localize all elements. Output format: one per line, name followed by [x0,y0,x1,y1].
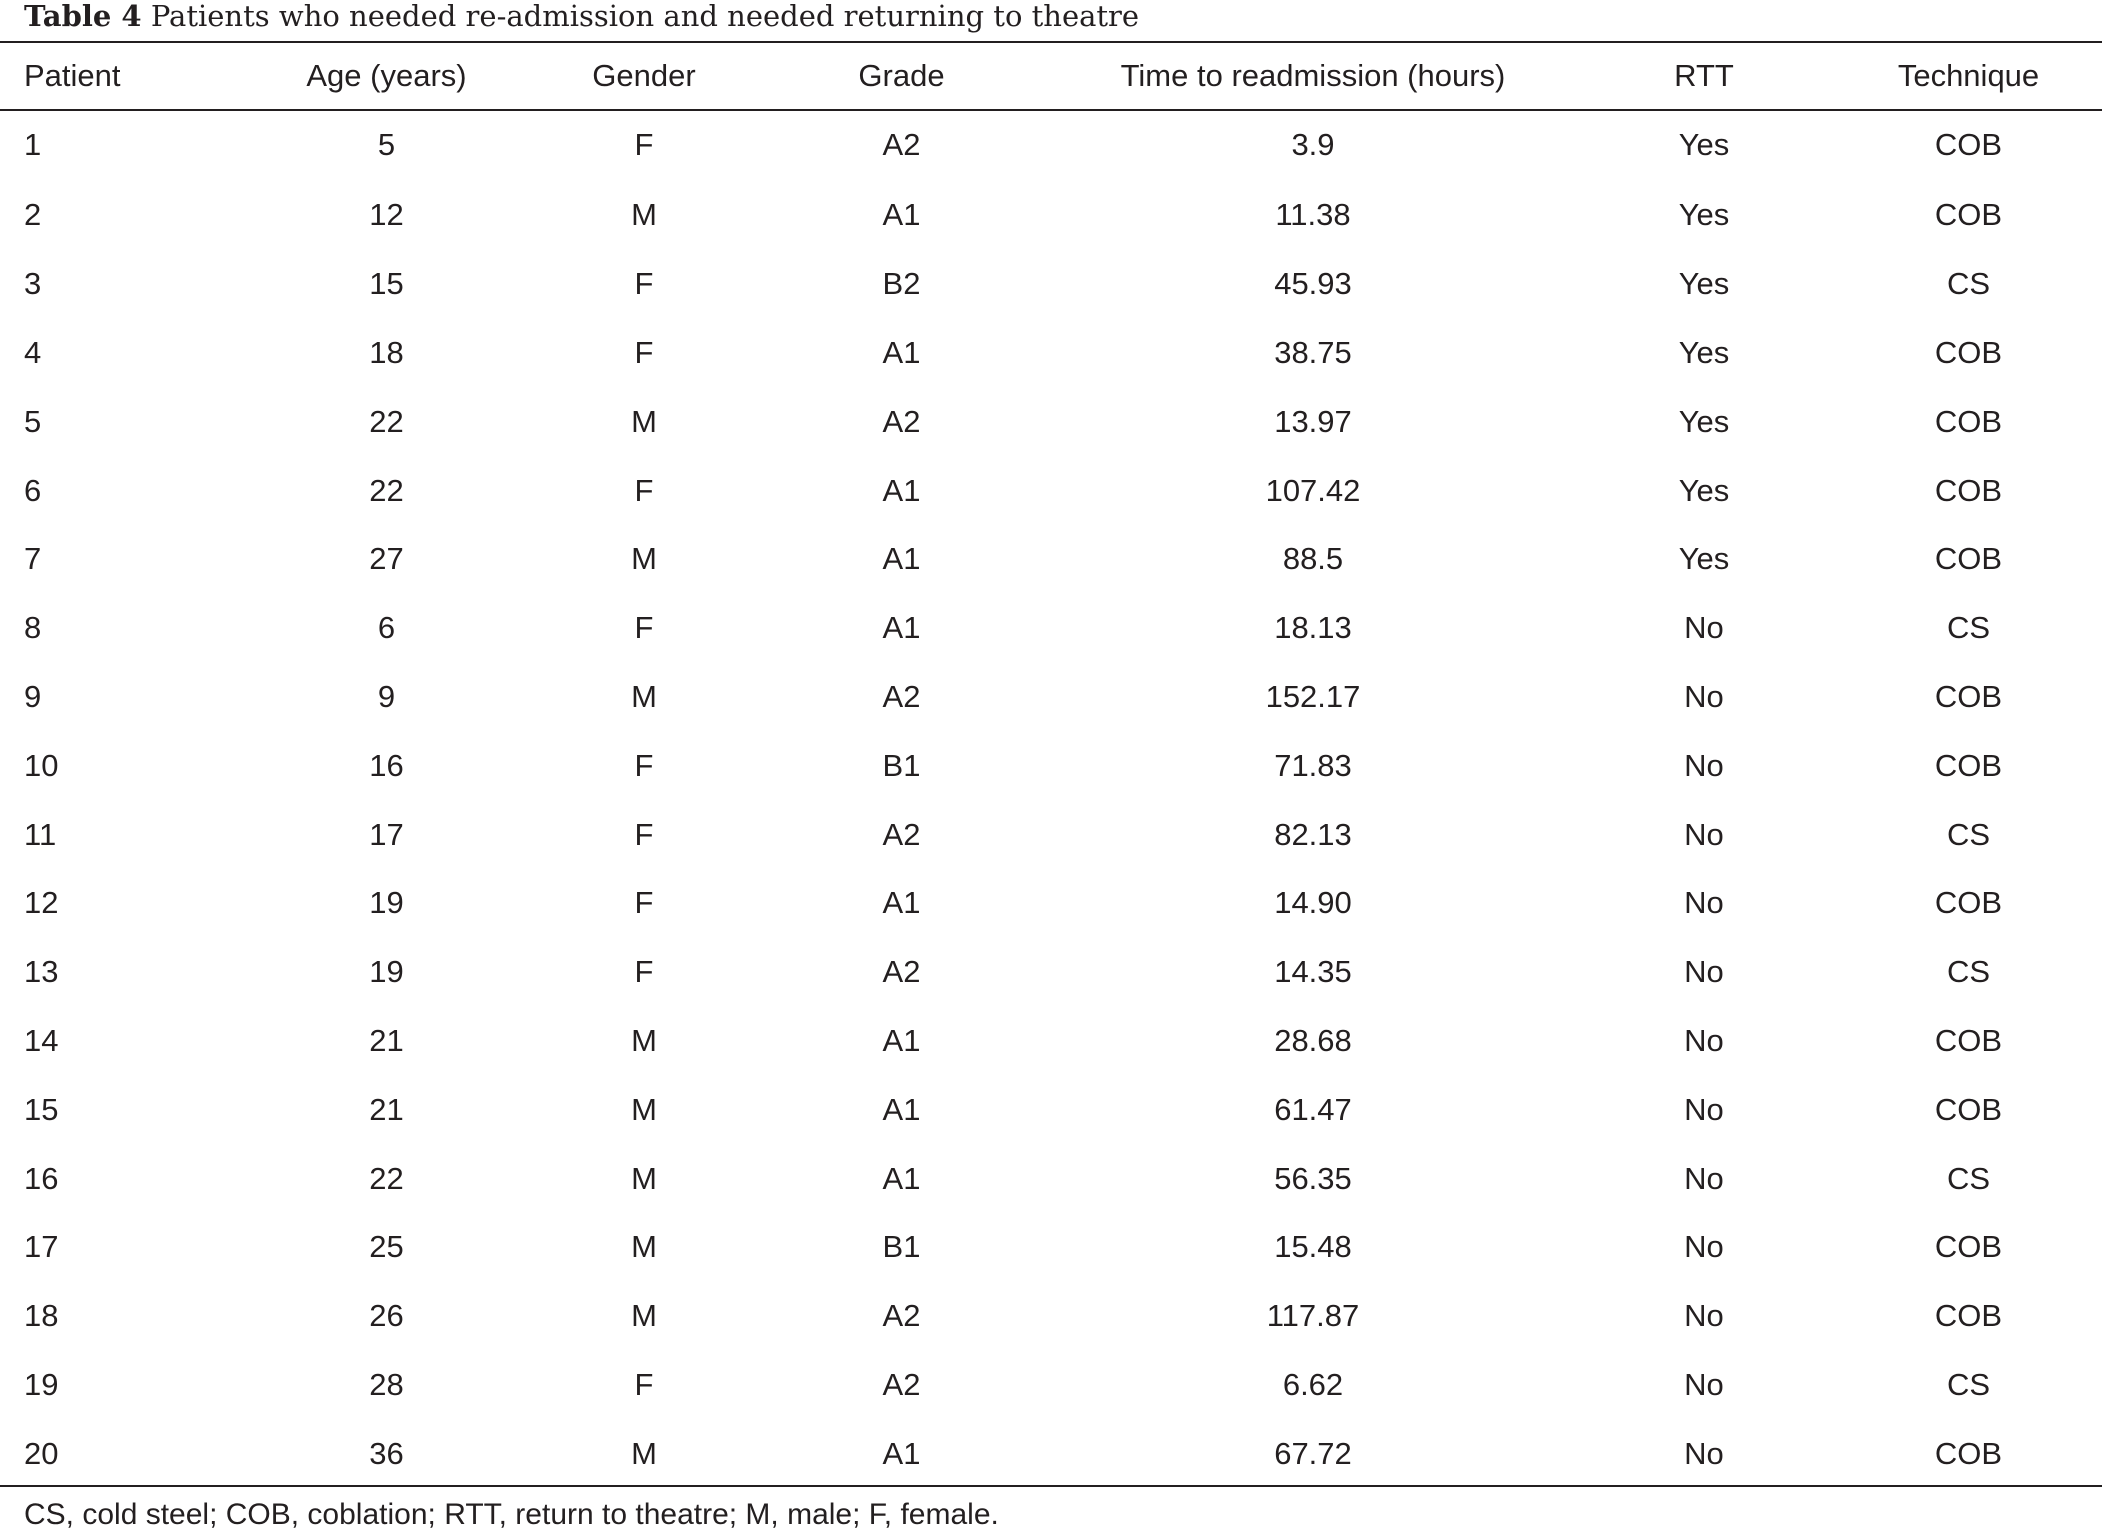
cell-rtt: No [1684,1435,1724,1471]
table-row [0,109,2102,181]
cell-patient: 7 [24,541,42,577]
cell-technique: COB [1934,747,2003,783]
cell-patient: 6 [24,472,42,508]
cell-grade: B1 [882,747,921,783]
cell-age: 21 [369,1022,404,1058]
table-caption-label: Table 4 [24,0,142,33]
table-body [0,109,2102,1488]
cell-age: 25 [369,1229,404,1265]
cell-time-to-readmission: 13.97 [1274,403,1352,439]
cell-time-to-readmission: 38.75 [1274,334,1352,370]
table-row [0,1213,2102,1282]
cell-technique: CS [1946,266,1991,302]
cell-grade: A2 [882,1366,921,1402]
cell-time-to-readmission: 67.72 [1274,1435,1352,1471]
cell-gender: F [634,334,654,370]
cell-gender: F [634,127,654,162]
cell-patient: 8 [24,610,42,646]
cell-time-to-readmission: 6.62 [1282,1366,1344,1402]
cell-gender: M [631,403,657,439]
cell-time-to-readmission: 15.48 [1274,1229,1352,1265]
cell-technique: COB [1934,127,2003,162]
cell-age: 19 [369,885,404,921]
cell-gender: F [634,472,654,508]
cell-gender: F [634,1366,654,1402]
cell-gender: F [634,816,654,852]
table-row [0,1007,2102,1076]
cell-technique: COB [1934,1298,2003,1334]
cell-grade: A1 [882,885,921,921]
cell-gender: M [631,1022,657,1058]
table-row [0,319,2102,388]
table-row [0,594,2102,663]
cell-rtt: No [1684,816,1724,852]
cell-grade: A2 [882,678,921,714]
table-row [0,1144,2102,1213]
column-header-patient: Patient [24,58,121,93]
column-header-rtt: RTT [1674,58,1734,93]
cell-technique: COB [1934,1229,2003,1265]
cell-gender: F [634,954,654,990]
cell-technique: COB [1934,403,2003,439]
cell-age: 19 [369,954,404,990]
cell-age: 36 [369,1435,404,1471]
cell-patient: 15 [24,1091,59,1127]
cell-rtt: No [1684,747,1724,783]
cell-technique: COB [1934,1022,2003,1058]
column-header-technique: Technique [1897,58,2040,93]
cell-gender: M [631,1160,657,1196]
cell-grade: B1 [882,1229,921,1265]
cell-patient: 4 [24,334,42,370]
cell-gender: F [634,747,654,783]
cell-age: 15 [369,266,404,302]
cell-rtt: No [1684,610,1724,646]
table-row [0,456,2102,525]
cell-technique: CS [1946,954,1991,990]
cell-time-to-readmission: 88.5 [1282,541,1344,577]
cell-technique: COB [1934,678,2003,714]
cell-age: 6 [377,610,396,646]
cell-rtt: Yes [1678,334,1730,370]
cell-grade: A1 [882,1435,921,1471]
cell-technique: COB [1934,1435,2003,1471]
cell-patient: 3 [24,266,42,302]
cell-rtt: Yes [1678,266,1730,302]
table-row [0,731,2102,800]
table-row [0,869,2102,938]
cell-age: 18 [369,334,404,370]
cell-rtt: No [1684,1366,1724,1402]
cell-patient: 11 [24,816,57,852]
cell-technique: CS [1946,610,1991,646]
cell-rtt: No [1684,1160,1724,1196]
cell-time-to-readmission: 11.38 [1275,197,1351,233]
cell-patient: 18 [24,1298,59,1334]
cell-age: 22 [369,403,404,439]
cell-gender: M [631,541,657,577]
cell-gender: F [634,610,654,646]
table-header [0,43,2102,109]
cell-age: 17 [369,816,404,852]
cell-time-to-readmission: 152.17 [1265,678,1361,714]
cell-rtt: No [1684,678,1724,714]
cell-grade: A2 [882,127,921,162]
cell-gender: M [631,1229,657,1265]
cell-patient: 1 [24,127,42,162]
cell-technique: COB [1934,334,2003,370]
table-row [0,1351,2102,1420]
cell-time-to-readmission: 107.42 [1265,472,1361,508]
cell-patient: 9 [24,678,42,714]
cell-gender: M [631,678,657,714]
cell-grade: A1 [882,334,921,370]
table-row [0,1075,2102,1144]
cell-age: 16 [369,747,404,783]
cell-grade: A1 [882,1022,921,1058]
cell-technique: COB [1934,197,2003,233]
table-caption-text: Patients who needed re-admission and needed returning to theatre [150,0,1140,33]
cell-grade: A2 [882,1298,921,1334]
cell-patient: 14 [24,1022,59,1058]
cell-technique: COB [1934,472,2003,508]
table-row [0,938,2102,1007]
cell-time-to-readmission: 45.93 [1274,266,1352,302]
cell-patient: 17 [24,1229,59,1265]
table-row [0,387,2102,456]
table-row [0,1419,2102,1488]
cell-gender: M [631,1091,657,1127]
cell-gender: F [634,885,654,921]
cell-patient: 13 [24,954,59,990]
cell-time-to-readmission: 56.35 [1274,1160,1352,1196]
cell-rtt: Yes [1678,197,1730,233]
cell-technique: CS [1946,816,1991,852]
column-header-age: Age (years) [306,58,467,93]
cell-patient: 12 [24,885,59,921]
table-row [0,1282,2102,1351]
cell-time-to-readmission: 117.87 [1266,1298,1360,1334]
table-row [0,800,2102,869]
cell-age: 22 [369,1160,404,1196]
cell-gender: F [634,266,654,302]
cell-technique: COB [1934,541,2003,577]
cell-technique: CS [1946,1160,1991,1196]
cell-patient: 2 [24,197,42,233]
cell-rtt: No [1684,954,1724,990]
cell-patient: 16 [24,1160,59,1196]
table-header-row [0,43,2102,109]
cell-patient: 19 [24,1366,59,1402]
cell-age: 5 [377,127,396,162]
cell-technique: CS [1946,1366,1991,1402]
cell-time-to-readmission: 82.13 [1274,816,1352,852]
cell-grade: A2 [882,954,921,990]
cell-time-to-readmission: 28.68 [1274,1022,1352,1058]
cell-age: 22 [369,472,404,508]
cell-rtt: Yes [1678,472,1730,508]
cell-technique: COB [1934,1091,2003,1127]
cell-patient: 5 [24,403,42,439]
cell-grade: A1 [882,541,921,577]
cell-age: 21 [369,1091,404,1127]
cell-age: 12 [369,197,404,233]
table-row [0,250,2102,319]
cell-rtt: Yes [1678,541,1730,577]
cell-time-to-readmission: 3.9 [1291,127,1335,162]
cell-time-to-readmission: 14.35 [1274,954,1352,990]
cell-grade: A1 [882,472,921,508]
cell-technique: COB [1934,885,2003,921]
cell-age: 9 [377,678,396,714]
cell-grade: A1 [882,197,921,233]
cell-time-to-readmission: 71.83 [1274,747,1352,783]
column-header-gender: Gender [592,58,696,93]
column-header-grade: Grade [858,58,945,93]
cell-rtt: No [1684,1022,1724,1058]
cell-time-to-readmission: 61.47 [1274,1091,1352,1127]
cell-grade: A1 [882,1091,921,1127]
cell-rtt: Yes [1678,127,1730,162]
cell-rtt: No [1684,1229,1724,1265]
cell-gender: M [631,197,657,233]
cell-time-to-readmission: 18.13 [1274,610,1352,646]
cell-rtt: Yes [1678,403,1730,439]
cell-age: 28 [369,1366,404,1402]
column-header-time-to-readmission: Time to readmission (hours) [1120,58,1506,93]
cell-gender: M [631,1435,657,1471]
table-row [0,663,2102,732]
patients-table [0,43,2102,1488]
cell-grade: A2 [882,816,921,852]
cell-rtt: No [1684,1298,1724,1334]
cell-grade: A1 [882,610,921,646]
cell-grade: A1 [882,1160,921,1196]
cell-patient: 10 [24,747,59,783]
cell-grade: B2 [882,266,921,302]
cell-rtt: No [1684,1091,1724,1127]
cell-patient: 20 [24,1435,59,1471]
table-row [0,181,2102,250]
table-caption [24,0,1139,36]
table-footnote: CS, cold steel; COB, coblation; RTT, return to theatre; M, male; F, female. [24,1498,999,1531]
cell-age: 27 [369,541,404,577]
table-row [0,525,2102,594]
cell-gender: M [631,1298,657,1334]
cell-grade: A2 [882,403,921,439]
cell-rtt: No [1684,885,1724,921]
cell-age: 26 [369,1298,404,1334]
cell-time-to-readmission: 14.90 [1274,885,1352,921]
